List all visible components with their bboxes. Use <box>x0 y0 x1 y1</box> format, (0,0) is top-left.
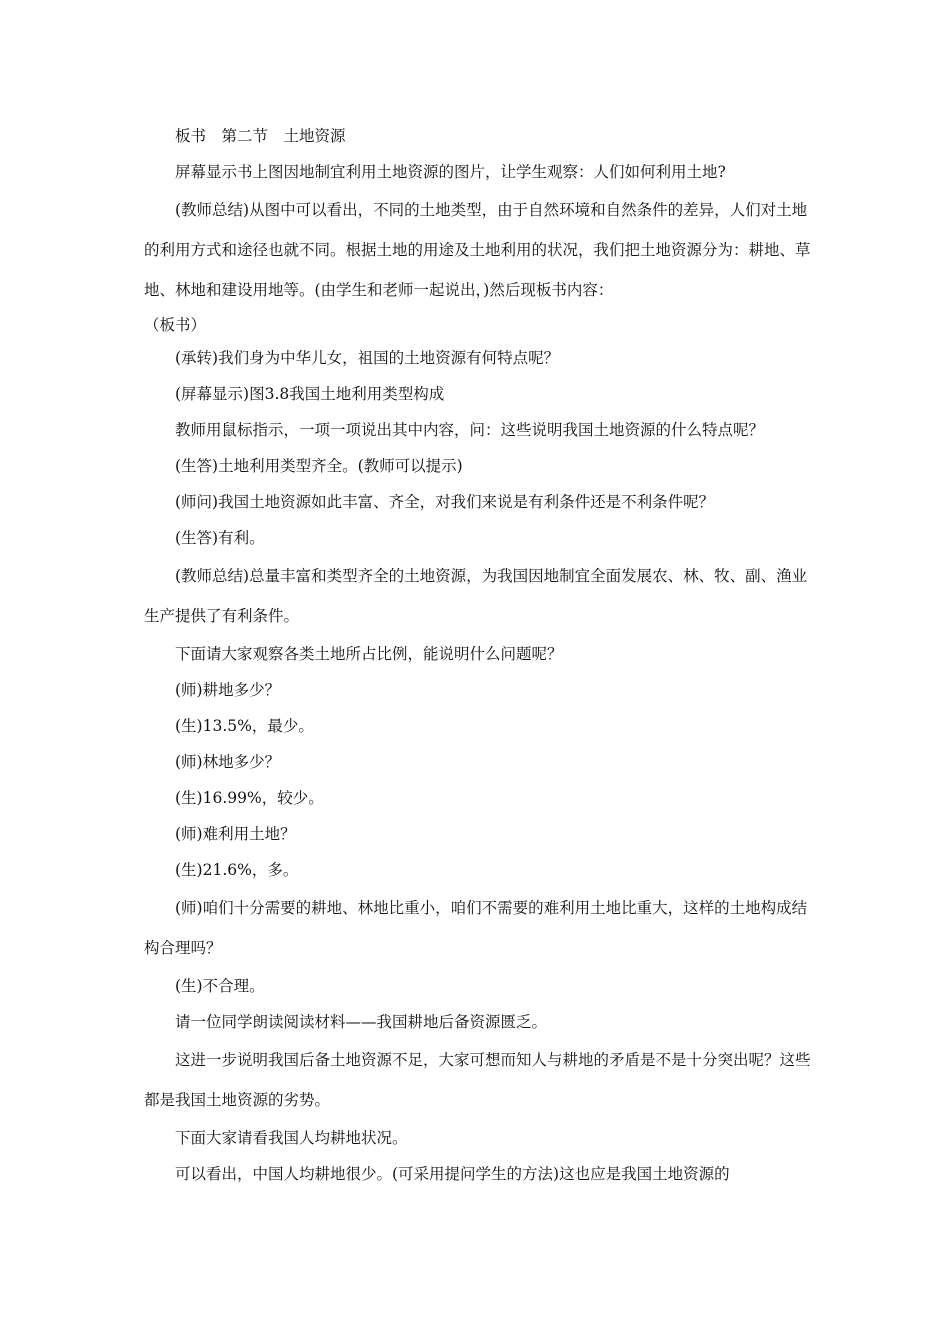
paragraph: 请一位同学朗读阅读材料——我国耕地后备资源匮乏。 <box>175 1013 548 1031</box>
paragraph: (师)林地多少？ <box>175 753 281 771</box>
paragraph: (师)咱们十分需要的耕地、林地比重小，咱们不需要的难利用土地比重大，这样的土地构成结构合理吗？ <box>144 899 808 957</box>
document-body <box>144 118 812 1192</box>
paragraph: (生)13.5%，最少。 <box>175 717 314 735</box>
paragraph: 下面请大家观察各类土地所占比例，能说明什么问题呢？ <box>175 645 563 663</box>
paragraph: 教师用鼠标指示，一项一项说出其中内容，问：这些说明我国土地资源的什么特点呢？ <box>175 421 765 439</box>
paragraph: (屏幕显示)图3.8我国土地利用类型构成 <box>175 385 445 403</box>
paragraph: 可以看出，中国人均耕地很少。(可采用提问学生的方法)这也应是我国土地资源的 <box>175 1165 730 1183</box>
paragraph: (教师总结)从图中可以看出，不同的土地类型，由于自然环境和自然条件的差异，人们对土地的利用方式和途径也就不同。根据土地的用途及土地利用的状况，我们把土地资源分为：耕地、草地、林地和建设用地等。(由学生和老师一起说出，)然后现板书内容： <box>144 201 811 299</box>
paragraph: (生)16.99%，较少。 <box>175 789 324 807</box>
heading-line: 板书 第二节 土地资源 <box>175 127 346 145</box>
paragraph: (师问)我国土地资源如此丰富、齐全，对我们来说是有利条件还是不利条件呢？ <box>175 493 715 511</box>
paragraph: (生)不合理。 <box>175 977 265 995</box>
paragraph: (师)耕地多少？ <box>175 681 281 699</box>
paragraph: (生答)有利。 <box>175 529 265 547</box>
paragraph: (承转)我们身为中华儿女，祖国的土地资源有何特点呢？ <box>175 349 560 367</box>
paragraph: 这进一步说明我国后备土地资源不足，大家可想而知人与耕地的矛盾是不是十分突出呢？这些都是我国土地资源的劣势。 <box>144 1051 811 1109</box>
paragraph: 下面大家请看我国人均耕地状况。 <box>175 1129 408 1147</box>
paragraph: (生答)土地利用类型齐全。(教师可以提示) <box>175 457 463 475</box>
paragraph: (教师总结)总量丰富和类型齐全的土地资源，为我国因地制宜全面发展农、林、牧、副、渔业生产提供了有利条件。 <box>144 567 808 625</box>
paragraph: 屏幕显示书上图因地制宜利用土地资源的图片，让学生观察：人们如何利用土地? <box>175 163 726 181</box>
paragraph: （板书） <box>144 316 207 334</box>
paragraph: (师)难利用土地？ <box>175 825 296 843</box>
paragraph: (生)21.6%，多。 <box>175 861 299 879</box>
